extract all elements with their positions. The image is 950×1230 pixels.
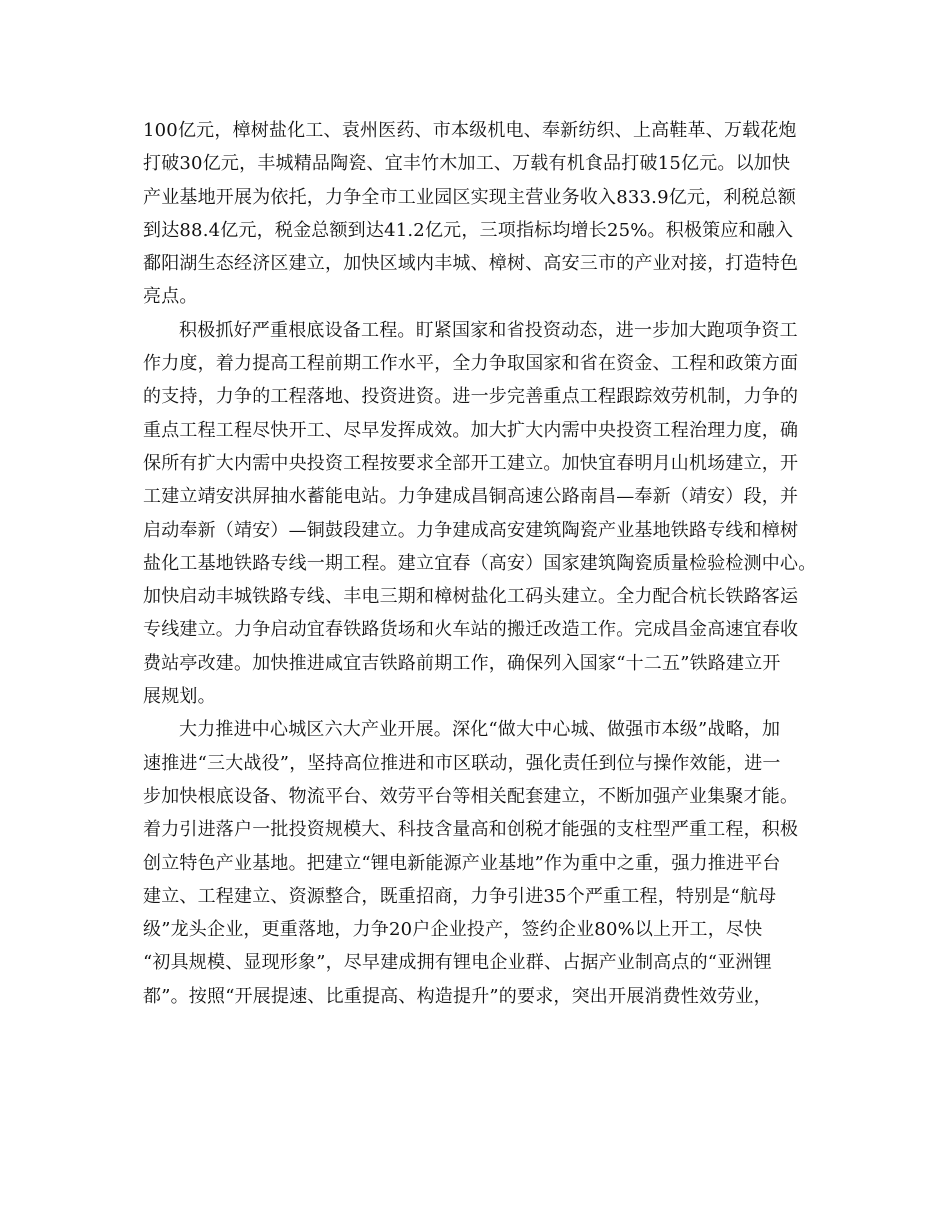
- text-line: 盐化工基地铁路专线一期工程。建立宜春（高安）国家建筑陶瓷质量检验检测中心。: [143, 552, 817, 574]
- text-line: 专线建立。力争启动宜春铁路货场和火车站的搬迁改造工作。完成昌金高速宜春收: [143, 619, 799, 641]
- text-line: “初具规模、显现形象”，尽早建成拥有锂电企业群、占据产业制高点的“亚洲锂: [143, 952, 772, 974]
- text-line: 鄱阳湖生态经济区建立，加快区域内丰城、樟树、高安三市的产业对接，打造特色: [143, 253, 799, 275]
- text-line: 作力度，着力提高工程前期工作水平，全力争取国家和省在资金、工程和政策方面: [143, 353, 799, 375]
- text-line: 都”。按照“开展提速、比重提高、构造提升”的要求，突出开展消费性效劳业，: [143, 985, 772, 1007]
- text-line: 工建立靖安洪屏抽水蓄能电站。力争建成昌铜高速公路南昌—奉新（靖安）段，并: [143, 486, 799, 508]
- text-line: 着力引进落户一批投资规模大、科技含量高和创税才能强的支柱型严重工程，积极: [143, 819, 799, 841]
- text-line: 费站亭改建。加快推进咸宜吉铁路前期工作，确保列入国家“十二五”铁路建立开: [143, 652, 781, 674]
- text-line: 步加快根底设备、物流平台、效劳平台等相关配套建立，不断加强产业集聚才能。: [143, 785, 799, 807]
- text-line: 级”龙头企业，更重落地，力争20户企业投产，签约企业80%以上开工，尽快: [143, 919, 763, 941]
- text-line: 加快启动丰城铁路专线、丰电三期和樟树盐化工码头建立。全力配合杭长铁路客运: [143, 586, 799, 608]
- text-line: 大力推进中心城区六大产业开展。深化“做大中心城、做强市本级”战略，加: [179, 719, 781, 741]
- text-line: 重点工程工程尽快开工、尽早发挥成效。加大扩大内需中央投资工程治理力度，确: [143, 419, 799, 441]
- document-body: [143, 114, 817, 1013]
- paragraph-industrial-targets: [143, 114, 813, 314]
- text-line: 到达88.4亿元，税金总额到达41.2亿元，三项指标均增长25%。积极策应和融入: [143, 219, 794, 241]
- text-line: 打破30亿元，丰城精品陶瓷、宜丰竹木加工、万载有机食品打破15亿元。以加快: [143, 153, 791, 175]
- paragraph-central-city-industries: [143, 713, 813, 1013]
- paragraph-infrastructure-projects: [143, 314, 817, 714]
- text-line: 积极抓好严重根底设备工程。盯紧国家和省投资动态，进一步加大跑项争资工: [179, 319, 798, 341]
- text-line: 的支持，力争的工程落地、投资进资。进一步完善重点工程跟踪效劳机制，力争的: [143, 386, 799, 408]
- text-line: 产业基地开展为依托，力争全市工业园区实现主营业务收入833.9亿元，利税总额: [143, 186, 797, 208]
- text-line: 保所有扩大内需中央投资工程按要求全部开工建立。加快宜春明月山机场建立，开: [143, 452, 799, 474]
- text-line: 展规划。: [143, 686, 216, 708]
- text-line: 速推进“三大战役”，坚持高位推进和市区联动，强化责任到位与操作效能，进一: [143, 752, 781, 774]
- text-line: 启动奉新（靖安）—铜鼓段建立。力争建成高安建筑陶瓷产业基地铁路专线和樟树: [143, 519, 799, 541]
- text-line: 建立、工程建立、资源整合，既重招商，力争引进35个严重工程，特别是“航母: [143, 885, 777, 907]
- text-line: 亮点。: [143, 286, 198, 308]
- text-line: 100亿元，樟树盐化工、袁州医药、市本级机电、奉新纺织、上高鞋革、万载花炮: [143, 120, 797, 141]
- text-line: 创立特色产业基地。把建立“锂电新能源产业基地”作为重中之重，强力推进平台: [143, 852, 781, 874]
